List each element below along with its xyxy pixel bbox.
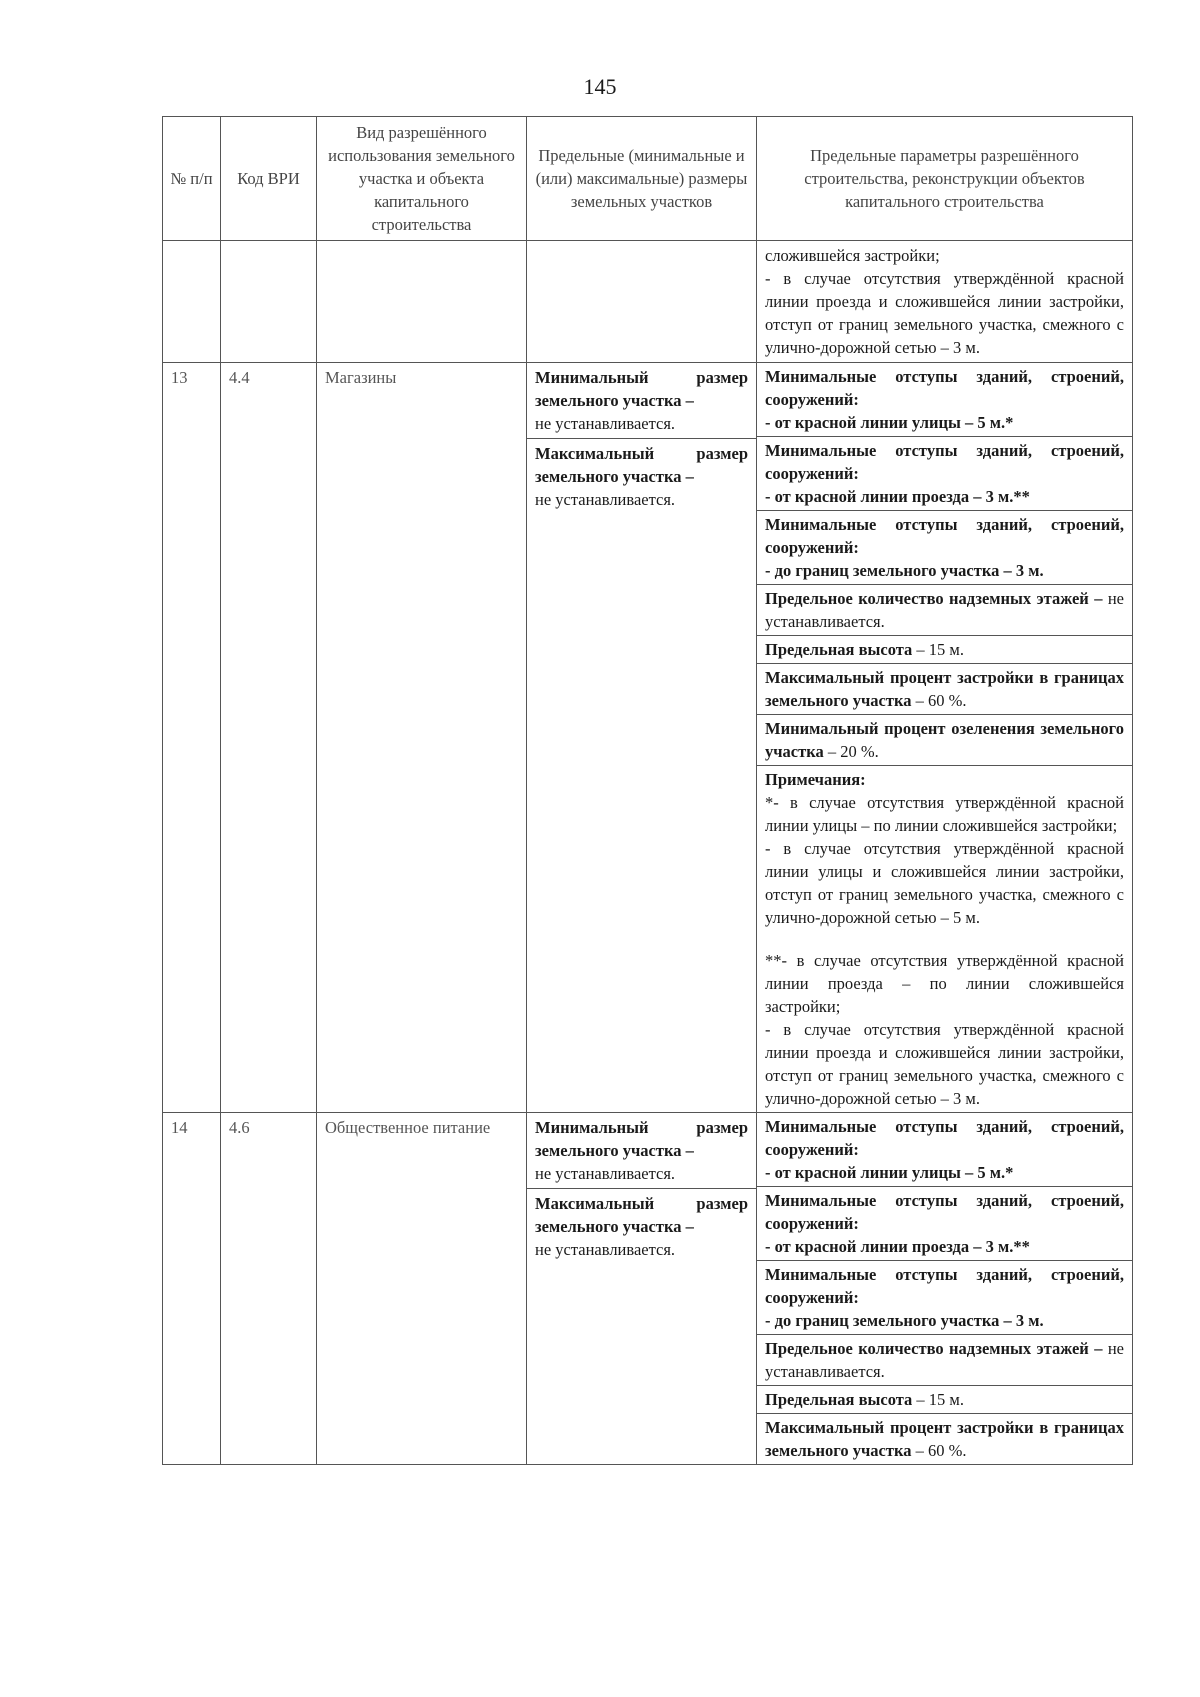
size-max: Максимальный размер земельного участка – не устанавливается. (535, 1194, 748, 1259)
header-params: Предельные параметры разрешённого строительства, реконструкции объектов капитального строительства (757, 117, 1133, 241)
header-size: Предельные (минимальные и (или) максимальные) размеры земельных участков (527, 117, 757, 241)
row-num: 13 (163, 363, 221, 1113)
page-number: 145 (583, 74, 617, 99)
param-greenery: Минимальный процент озеленения земельного участка – 20 %. (757, 714, 1132, 765)
table-header-row (163, 117, 1133, 241)
param-setback-street: Минимальные отступы зданий, строений, сооружений: - от красной линии улицы – 5 м.* (765, 367, 1124, 432)
row-code: 4.6 (221, 1113, 317, 1465)
header-num: № п/п (163, 117, 221, 241)
row-num: 14 (163, 1113, 221, 1465)
row-params (757, 363, 1133, 1113)
row-size (527, 363, 757, 1113)
notes: Примечания: *- в случае отсутствия утверждённой красной линии улицы – по линии сложившейся застройки; - в случае отсутствия утверждённой красной линии улицы и сложившейся линии застройки, отступ от границ земельного участка, смежного с улично-дорожной сетью – 5 м. **- в случае отсутствия утверждённой красной линии проезда – по линии сложившейся застройки; - в случае отсутствия утверждённой красной линии проезда и сложившейся линии застройки, отступ от границ земельного участка, смежного с улично-дорожной сетью – 3 м. (757, 765, 1132, 1112)
row-code: 4.4 (221, 363, 317, 1113)
row-size (527, 1113, 757, 1465)
param-coverage: Максимальный процент застройки в границах земельного участка – 60 %. (757, 1413, 1132, 1464)
param-coverage: Максимальный процент застройки в границах земельного участка – 60 %. (757, 663, 1132, 714)
table-row (163, 363, 1133, 1113)
param-setback-border: Минимальные отступы зданий, строений, сооружений: - до границ земельного участка – 3 м. (757, 1260, 1132, 1334)
param-setback-passage: Минимальные отступы зданий, строений, сооружений: - от красной линии проезда – 3 м.** (757, 1186, 1132, 1260)
param-height: Предельная высота – 15 м. (757, 635, 1132, 663)
size-min: Минимальный размер земельного участка – не устанавливается. (527, 363, 756, 439)
param-setback-border: Минимальные отступы зданий, строений, сооружений: - до границ земельного участка – 3 м. (757, 510, 1132, 584)
row-name: Магазины (317, 363, 527, 1113)
param-floors: Предельное количество надземных этажей – не устанавливается. (757, 584, 1132, 635)
param-floors: Предельное количество надземных этажей – не устанавливается. (757, 1334, 1132, 1385)
row-params (757, 1113, 1133, 1465)
continuation-text: сложившейся застройки; - в случае отсутствия утверждённой красной линии проезда и сложившейся линии застройки, отступ от границ земельного участка, смежного с улично-дорожной сетью – 3 м. (757, 241, 1133, 363)
size-min: Минимальный размер земельного участка – не устанавливается. (527, 1113, 756, 1189)
header-code: Код ВРИ (221, 117, 317, 241)
table-row (163, 1113, 1133, 1465)
header-name: Вид разрешённого использования земельного участка и объекта капитального строительства (317, 117, 527, 241)
param-height: Предельная высота – 15 м. (757, 1385, 1132, 1413)
table-row-continuation (163, 241, 1133, 363)
size-max: Максимальный размер земельного участка – не устанавливается. (535, 444, 748, 509)
param-setback-street: Минимальные отступы зданий, строений, сооружений: - от красной линии улицы – 5 м.* (765, 1117, 1124, 1182)
param-setback-passage: Минимальные отступы зданий, строений, сооружений: - от красной линии проезда – 3 м.** (757, 436, 1132, 510)
row-name: Общественное питание (317, 1113, 527, 1465)
regulations-table (162, 116, 1133, 1465)
